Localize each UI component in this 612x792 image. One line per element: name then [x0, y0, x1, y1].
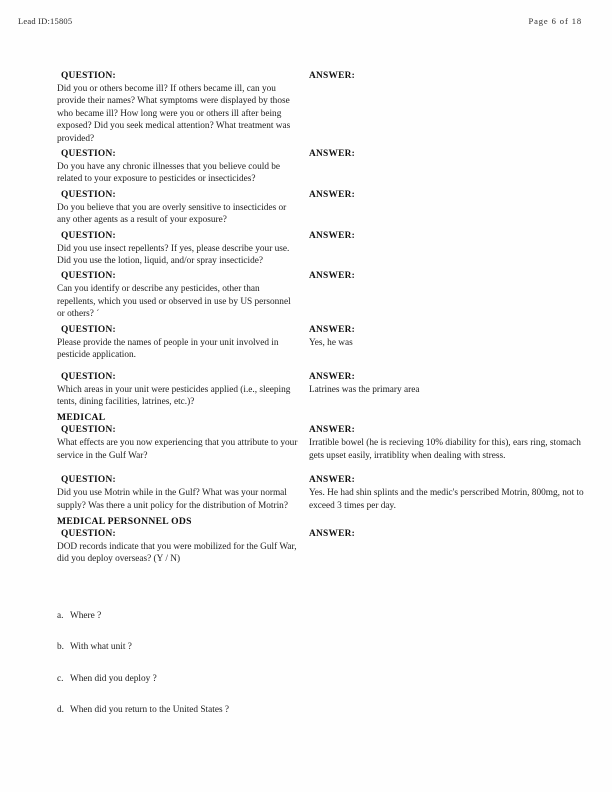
answer-label: ANSWER: — [309, 71, 356, 81]
row-spacer — [57, 462, 586, 474]
question-label: QUESTION: — [61, 371, 116, 382]
answer-label: ANSWER: — [309, 230, 356, 241]
answer-column — [305, 270, 586, 284]
question-column — [57, 474, 305, 512]
question-label: QUESTION: — [61, 475, 116, 486]
qa-row — [57, 230, 586, 268]
question-text: Please provide the names of people in your unit involved in pesticide application. — [57, 337, 279, 361]
qa-row — [57, 324, 586, 362]
question-text: Can you identify or describe any pesticides, other than repellents, which you used or observed in use by US personnel or others? ´ — [57, 284, 291, 320]
question-column — [57, 324, 305, 362]
answer-text — [309, 202, 586, 203]
question-text: DOD records indicate that you were mobilized for the Gulf War, did you deploy overseas? (Y / N) — [57, 541, 297, 565]
answer-text — [309, 541, 586, 542]
question-label: QUESTION: — [61, 230, 116, 241]
subitem-marker: a. — [57, 611, 64, 621]
answer-column — [305, 189, 586, 203]
qa-row — [57, 270, 586, 320]
answer-column — [305, 424, 586, 462]
list-item — [57, 673, 357, 685]
question-column — [57, 70, 305, 145]
answer-text — [309, 161, 586, 162]
subitem-text: When did you return to the United States ? — [70, 705, 230, 716]
question-column — [57, 270, 305, 320]
question-column — [57, 371, 305, 409]
list-item — [57, 641, 357, 653]
section-heading-medical-personnel-ods: MEDICAL PERSONNEL ODS — [57, 515, 192, 527]
answer-column — [305, 371, 586, 396]
answer-text: Yes, he was — [309, 337, 353, 348]
question-label: QUESTION: — [61, 425, 116, 436]
qa-row — [57, 528, 586, 566]
section-heading-medical: MEDICAL — [57, 412, 106, 424]
question-label: QUESTION: — [61, 528, 116, 539]
page-number-text: Page 6 of 18 — [528, 16, 582, 26]
list-item — [57, 610, 357, 622]
lead-id-text: Lead ID:15805 — [18, 16, 73, 26]
answer-label: ANSWER: — [309, 528, 356, 539]
answer-column — [305, 324, 586, 349]
question-label: QUESTION: — [61, 149, 116, 160]
page-header — [18, 16, 582, 30]
qa-row — [57, 424, 586, 462]
answer-label: ANSWER: — [309, 475, 356, 486]
question-text: Do you believe that you are overly sensitive to insecticides or any other agents as a result of your exposure? — [57, 202, 287, 226]
question-label: QUESTION: — [61, 324, 116, 335]
question-text: Do you have any chronic illnesses that you believe could be related to your exposure to pesticides or insecticides? — [57, 162, 281, 185]
qa-row — [57, 148, 586, 186]
answer-label: ANSWER: — [309, 324, 356, 335]
qa-row — [57, 189, 586, 227]
qa-row — [57, 371, 586, 409]
subitem-text: When did you deploy ? — [70, 673, 157, 684]
answer-column — [305, 70, 586, 84]
question-column — [57, 528, 305, 566]
answer-text — [309, 83, 586, 84]
subitem-list — [57, 610, 357, 736]
question-column — [57, 148, 305, 186]
answer-column — [305, 528, 586, 542]
subitem-marker: d. — [57, 705, 64, 716]
answer-label: ANSWER: — [309, 271, 356, 282]
answer-column — [305, 148, 586, 162]
subitem-marker: b. — [57, 642, 64, 653]
answer-label: ANSWER: — [309, 425, 356, 436]
answer-column — [305, 230, 586, 244]
subitem-marker: c. — [57, 673, 64, 684]
question-text: What effects are you now experiencing that you attribute to your service in the Gulf War? — [57, 438, 298, 461]
question-column — [57, 230, 305, 268]
answer-text: Yes. He had shin splints and the medic's perscribed Motrin, 800mg, not to exceed 3 times per day. — [309, 488, 584, 511]
answer-column — [305, 474, 586, 512]
subitem-text: Where ? — [70, 611, 102, 621]
questionnaire-body — [57, 70, 586, 566]
qa-row — [57, 70, 586, 145]
question-label: QUESTION: — [61, 271, 116, 282]
subitem-text: With what unit ? — [70, 642, 132, 653]
question-label: QUESTION: — [61, 189, 116, 200]
question-text: Did you use Motrin while in the Gulf? What was your normal supply? Was there a unit policy for the distribution of Motrin? — [57, 488, 288, 511]
answer-label: ANSWER: — [309, 189, 356, 200]
question-column — [57, 189, 305, 227]
row-spacer — [57, 362, 586, 371]
answer-label: ANSWER: — [309, 149, 356, 160]
question-column — [57, 424, 305, 462]
answer-text — [309, 243, 586, 244]
answer-text — [309, 283, 586, 284]
question-label: QUESTION: — [61, 71, 116, 81]
answer-label: ANSWER: — [309, 371, 356, 382]
question-text: Which areas in your unit were pesticides applied (i.e., sleeping tents, dining facilities, latrines, etc.)? — [57, 384, 291, 407]
list-item — [57, 704, 357, 716]
qa-row — [57, 474, 586, 512]
question-text: Did you or others become ill? If others became ill, can you provide their names? What symptoms were displayed by those who became ill? How long were you or others ill after being exposed? Did you seek medical attention? What treatment was provided? — [57, 84, 291, 144]
answer-text: Irratible bowel (he is recieving 10% diability for this), ears ring, stomach gets upset easily, irratiblity when dealing with stress. — [309, 438, 581, 461]
answer-text: Latrines was the primary area — [309, 384, 420, 395]
question-text: Did you use insect repellents? If yes, please describe your use. Did you use the lotion, liquid, and/or spray insecticide? — [57, 243, 290, 267]
